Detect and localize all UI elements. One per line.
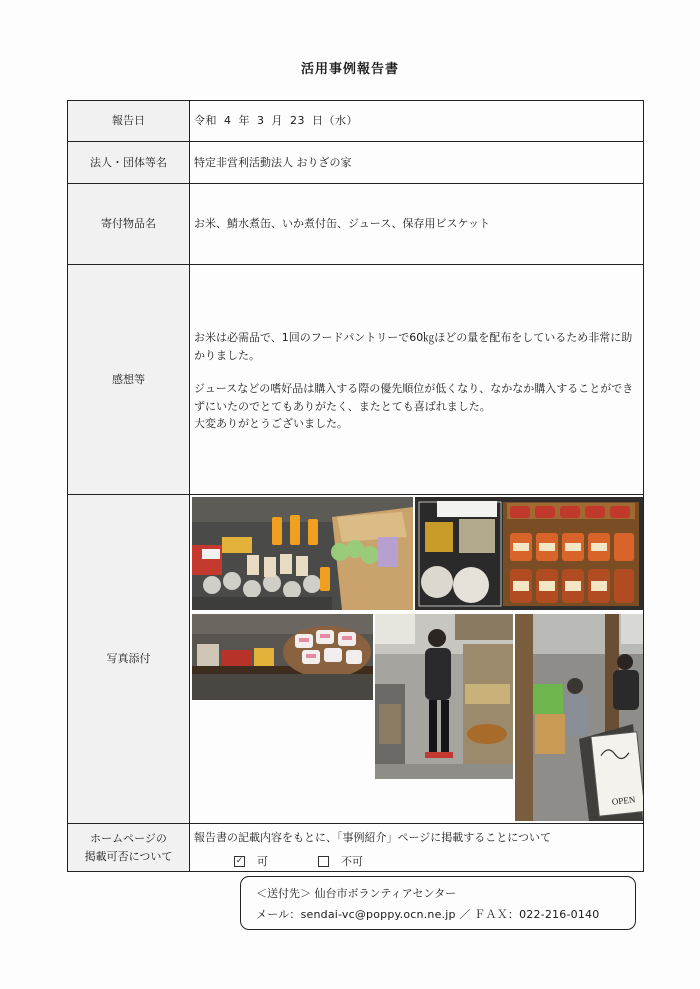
option-no-label: 不可 — [341, 855, 363, 868]
impressions-value — [190, 265, 644, 495]
impressions-paragraph-2: ジュースなどの嗜好品は購入する際の優先順位が低くなり、なかなか購入することができずにいたのでとてもありがたく、またとても喜ばれました。 — [194, 382, 634, 413]
photo-collage-blank — [192, 702, 373, 821]
row-homepage — [68, 824, 644, 872]
photo-donated-food — [192, 497, 413, 610]
report-table — [67, 100, 644, 872]
photo-rice-basket — [192, 614, 373, 700]
checkbox-no[interactable] — [318, 856, 329, 867]
row-donated-items — [68, 184, 644, 265]
homepage-value — [190, 824, 644, 872]
impressions-paragraph-1: お米は必需品で、1回のフードパントリーで60㎏ほどの量を配布をしているため非常に助かりました。 — [194, 331, 633, 362]
organization-label: 法人・団体等名 — [68, 142, 190, 184]
option-yes[interactable] — [234, 853, 268, 871]
report-date-value: 令和 4 年 3 月 23 日（水） — [190, 101, 644, 142]
homepage-text: 報告書の記載内容をもとに、「事例紹介」ページに掲載することについて — [194, 831, 552, 845]
photo-collage — [192, 497, 643, 821]
option-yes-label: 可 — [257, 855, 268, 868]
report-date-label: 報告日 — [68, 101, 190, 142]
homepage-label-line2: 掲載可否について — [84, 849, 173, 863]
homepage-options — [194, 853, 639, 871]
row-report-date — [68, 101, 644, 142]
organization-value: 特定非営利活動法人 おりざの家 — [190, 142, 644, 184]
contact-box — [240, 876, 636, 930]
donated-items-label: 寄付物品名 — [68, 184, 190, 265]
row-photos — [68, 495, 644, 824]
contact-email-fax: メール：sendai-vc@poppy.ocn.ne.jp ／ ＦＡＸ：022-216-0140 — [256, 907, 600, 921]
photos-cell — [190, 495, 644, 824]
option-no[interactable] — [318, 853, 363, 871]
row-impressions — [68, 265, 644, 495]
open-sign-text: OPEN — [611, 794, 636, 807]
photo-collage-blank-2 — [375, 781, 513, 821]
document-title: 活用事例報告書 — [300, 62, 399, 77]
impressions-paragraph-3: 大変ありがとうございました。 — [194, 417, 348, 431]
impressions-label: 感想等 — [68, 265, 190, 495]
photo-volunteers — [375, 614, 513, 779]
homepage-label-line1: ホームページの — [90, 832, 167, 846]
row-organization — [68, 142, 644, 184]
photo-outdoor-open-sign — [515, 614, 643, 821]
checkbox-yes[interactable]: ✓ — [235, 856, 244, 867]
contact-recipient: ＜送付先＞ 仙台市ボランティアセンター — [256, 887, 457, 900]
photos-label: 写真添付 — [68, 495, 190, 824]
donated-items-value: お米、鯖水煮缶、いか煮付缶、ジュース、保存用ビスケット — [190, 184, 644, 265]
homepage-label — [68, 824, 190, 872]
photo-canned-goods-box — [415, 497, 643, 610]
